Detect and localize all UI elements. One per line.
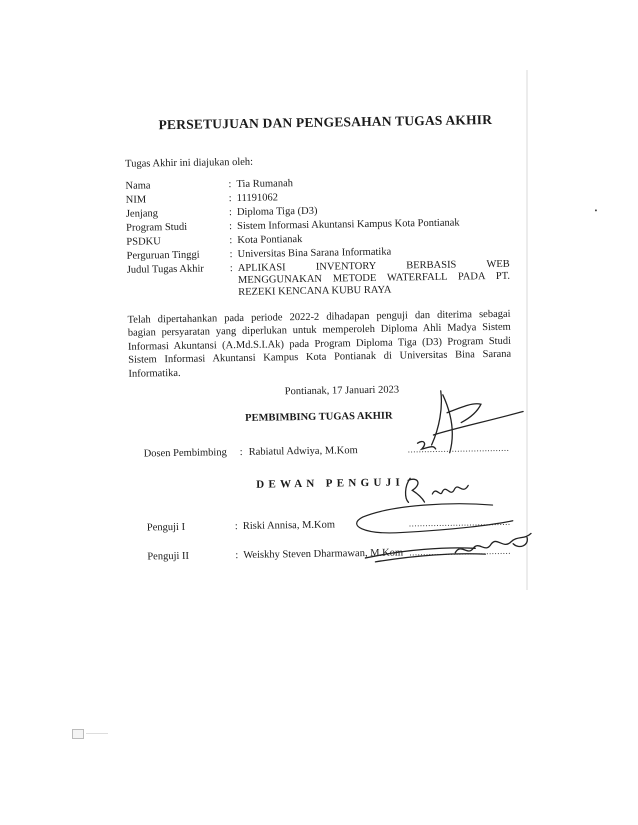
- field-colon: :: [229, 263, 233, 275]
- field-colon: :: [228, 193, 232, 205]
- field-colon: :: [229, 221, 233, 233]
- examiner1-label: Penguji I: [146, 521, 186, 534]
- field-value-psdku: Kota Pontianak: [237, 233, 303, 247]
- examiner2-label: Penguji II: [147, 550, 190, 563]
- thumbnail-caption-line: [86, 733, 108, 734]
- scan-speck: [595, 209, 597, 211]
- intro-text: Tugas Akhir ini diajukan oleh:: [125, 156, 254, 170]
- paragraph-line: Sistem Informasi Akuntansi Kampus Kota Pontianak di Universitas Bina Sarana: [128, 348, 512, 366]
- examiner2-signature-line: .....................................: [409, 545, 512, 558]
- document-title: PERSETUJUAN DAN PENGESAHAN TUGAS AKHIR: [158, 112, 493, 133]
- advisor-name: Rabiatul Adwiya, M.Kom: [248, 445, 358, 458]
- examiner2-colon: :: [235, 550, 239, 562]
- examiner1-name: Riski Annisa, M.Kom: [242, 519, 336, 532]
- place-date: Pontianak, 17 Januari 2023: [284, 384, 400, 398]
- advisor-heading: PEMBIMBING TUGAS AKHIR: [245, 410, 393, 424]
- advisor-label: Dosen Pembimbing: [143, 447, 227, 460]
- examiner2-signature: [335, 525, 546, 578]
- board-heading: DEWAN PENGUJI: [256, 476, 405, 491]
- field-value-program-studi: Sistem Informasi Akuntansi Kampus Kota Pontianak: [237, 217, 460, 233]
- judul-line2-text: MENGGUNAKAN METODE WATERFALL PADA PT.: [237, 270, 511, 287]
- field-label-jenjang: Jenjang: [125, 208, 159, 220]
- examiner2-name: Weiskhy Steven Dharmawan, M.Kom: [243, 547, 404, 561]
- examiner1-colon: :: [234, 521, 238, 533]
- approval-paragraph: [127, 308, 511, 381]
- paragraph-line: Informatika.: [128, 367, 181, 380]
- field-colon: :: [229, 249, 233, 261]
- paragraph-line: Informasi Akuntansi (A.Md.S.I.Ak) pada Program Diploma Tiga (D3) Program Studi: [127, 335, 512, 353]
- field-label-psdku: PSDKU: [126, 236, 161, 248]
- examiner1-signature-line: .....................................: [408, 516, 511, 529]
- field-value-judul-line3: REZEKI KENCANA KUBU RAYA: [238, 284, 392, 299]
- field-value-nama: Tia Rumanah: [236, 178, 294, 191]
- field-value-jenjang: Diploma Tiga (D3): [236, 205, 318, 219]
- field-label-nim: NIM: [125, 194, 147, 206]
- advisor-signature-line: .....................................: [407, 442, 510, 455]
- field-label-nama: Nama: [125, 180, 151, 192]
- advisor-signature: [403, 381, 534, 463]
- field-value-nim: 11191062: [236, 192, 279, 205]
- document-page: [110, 85, 539, 652]
- field-label-judul: Judul Tugas Akhir: [126, 263, 204, 276]
- field-label-program-studi: Program Studi: [126, 221, 188, 234]
- field-colon: :: [228, 179, 232, 191]
- field-colon: :: [228, 207, 232, 219]
- advisor-colon: :: [239, 446, 243, 459]
- field-label-perguruan-tinggi: Perguruan Tinggi: [126, 249, 200, 262]
- field-value-perguruan-tinggi: Universitas Bina Sarana Informatika: [237, 246, 392, 261]
- paragraph-line: bagian persyaratan yang diperlukan untuk memperoleh Diploma Ahli Madya Sistem: [127, 322, 511, 340]
- page-thumbnail-icon: [72, 729, 84, 739]
- field-colon: :: [229, 235, 233, 247]
- paragraph-line: Telah dipertahankan pada periode 2022-2 dihadapan penguji dan diterima sebagai: [127, 308, 511, 326]
- judul-line1-text: APLIKASI INVENTORY BERBASIS WEB: [237, 258, 510, 275]
